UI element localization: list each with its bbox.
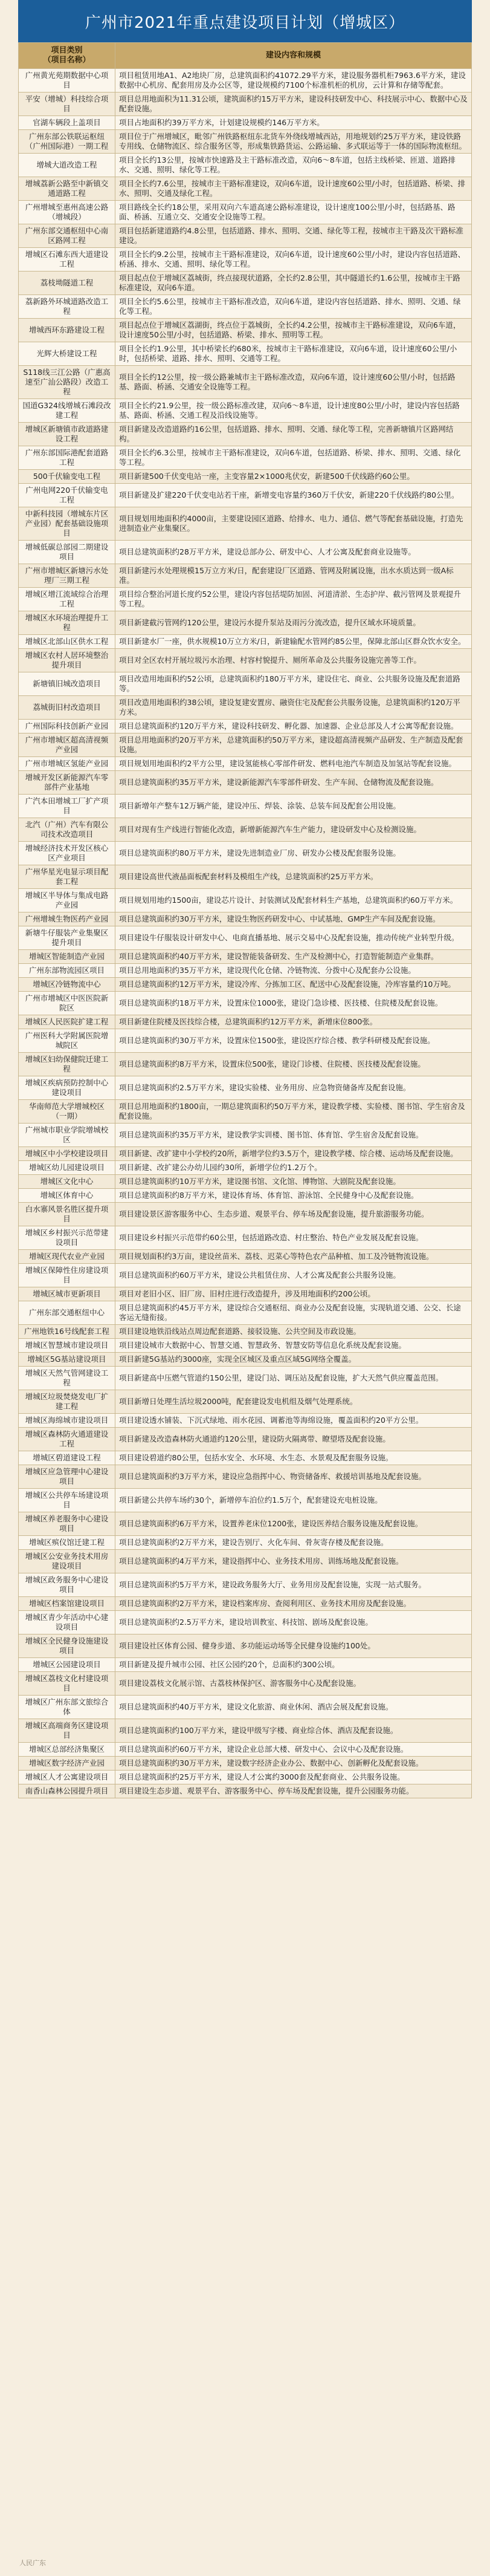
project-description-cell: 项目占地面积约39万平方米，计划建设规模约146万平方米。 — [115, 116, 472, 130]
table-row — [19, 1634, 472, 1658]
table-row — [19, 1353, 472, 1367]
table-row — [19, 1465, 472, 1489]
project-name-cell: 增城西环东路建设工程 — [19, 319, 115, 342]
watermark: 人民广东 — [19, 2559, 46, 2567]
project-description-cell: 项目总建筑面积约2.5万平方米，建设实验楼、业务用房、应急物资储备库及配套设施。 — [115, 1076, 472, 1100]
table-row — [19, 1489, 472, 1512]
project-description-cell: 项目新建高中压燃气管道约150公里，建设门站、调压站及配套设施，扩大天然气供应覆盖范围。 — [115, 1367, 472, 1390]
project-description-cell: 项目全长约21.9公里，按一级公路标准改建，双向6～8车道，设计速度80公里/小时，建设内容包括路基、路面、桥涵、交通工程及沿线设施等。 — [115, 399, 472, 423]
project-description-cell: 项目全长约1.9公里，其中桥梁长约680米，按城市主干路标准建设，双向6车道，设计速度60公里/小时，包括桥梁、道路、排水、照明、交通等工程。 — [115, 342, 472, 366]
table-row — [19, 446, 472, 470]
project-description-cell: 项目总建筑面积约40万平方米，建设文化旅游、商业休闲、酒店会展及配套设施。 — [115, 1696, 472, 1719]
project-description-cell: 项目起点位于增城区荔城街，终点接现状道路，全长约2.8公里，其中隧道长约1.6公里，按城市主干路标准建设，双向6车道。 — [115, 272, 472, 295]
project-description-cell: 项目新建截污管网约120公里，建设污水提升泵站及雨污分流改造，提升区域水环境质量。 — [115, 611, 472, 635]
project-description-cell: 项目对全区农村开展垃圾污水治理、村容村貌提升、厕所革命及公共服务设施完善等工作。 — [115, 649, 472, 672]
project-description-cell: 项目建设社区体育公园、健身步道、多功能运动场等全民健身设施约100处。 — [115, 1634, 472, 1658]
project-description-cell: 项目总用地面积约1800亩，一期总建筑面积约50万平方米，建设教学楼、实验楼、图书馆、学生宿舍及配套设施。 — [115, 1100, 472, 1124]
project-description-cell: 项目规划面积约3万亩，建设丝苗米、荔枝、迟菜心等特色农产品种植、加工及冷链物流设施。 — [115, 1250, 472, 1264]
table-row — [19, 1250, 472, 1264]
project-description-cell: 项目总建筑面积约80万平方米，建设先进制造业厂房、研发办公楼及配套服务设施。 — [115, 842, 472, 865]
project-name-cell: 增城区文化中心 — [19, 1175, 115, 1189]
table-row — [19, 1573, 472, 1597]
project-description-cell: 项目全长约13公里，按城市快速路及主干路标准改造，双向6～8车道，包括主线桥梁、匝道、道路排水、交通、照明、绿化等工程。 — [115, 154, 472, 177]
project-name-cell: 广州增城至惠州高速公路（增城段） — [19, 201, 115, 224]
project-name-cell: 荔新路外环城道路改造工程 — [19, 295, 115, 319]
table-row — [19, 1053, 472, 1076]
project-name-cell: 增城区天然气管网建设工程 — [19, 1367, 115, 1390]
table-row — [19, 950, 472, 964]
table-row — [19, 342, 472, 366]
project-name-cell: 增城区公安业务技术用房建设项目 — [19, 1550, 115, 1573]
project-description-cell: 项目租赁用地A1、A2地块厂房，总建筑面积约41072.29平方米，建设服务器机柜7963.6平方米，建设数据中心机房、配套用房及办公区等，建设规模约7100个标准机柜的机房，云计算和存储等配套。 — [115, 69, 472, 93]
project-name-cell: 增城区海绵城市建设项目 — [19, 1414, 115, 1428]
project-description-cell: 项目新建及改造道路约16公里，包括道路、排水、照明、交通、绿化等工程，完善新塘镇片区路网结构。 — [115, 423, 472, 446]
project-name-cell: 增城区总部经济集聚区 — [19, 1743, 115, 1757]
table-row — [19, 696, 472, 720]
project-description-cell: 项目总建筑面积约2.5万平方米，建设培训教室、科技馆、剧场及配套设施。 — [115, 1611, 472, 1634]
project-description-cell: 项目新建、改扩建中小学校约20所，新增学位约3.5万个，建设教学楼、综合楼、运动场及配套设施。 — [115, 1147, 472, 1161]
table-row — [19, 1301, 472, 1325]
table-row — [19, 1325, 472, 1339]
table-row — [19, 1784, 472, 1798]
table-row — [19, 795, 472, 818]
project-description-cell: 项目全长约6.3公里，按城市主干路标准建设，双向6车道，包括道路、桥梁、排水、照明、交通、绿化等工程。 — [115, 446, 472, 470]
table-row — [19, 93, 472, 116]
project-name-cell: 新塘牛仔服装产业集聚区提升项目 — [19, 926, 115, 950]
project-name-cell: 增城区中小学校建设项目 — [19, 1147, 115, 1161]
page-title: 广州市2021年重点建设项目计划（增城区） — [85, 13, 405, 32]
table-row — [19, 564, 472, 588]
project-description-cell: 项目建设生态步道、观景平台、游客服务中心、停车场及配套设施，提升公园服务功能。 — [115, 1784, 472, 1798]
table-row — [19, 1015, 472, 1029]
project-description-cell: 项目建设城市大数据中心、智慧交通、智慧政务、智慧安防等信息化系统及配套设施。 — [115, 1339, 472, 1353]
project-description-cell: 项目位于广州增城区，毗邻广州铁路枢纽东北货车外绕线增城西站，用地规划约25万平方米，建设铁路专用线、仓储物流区、综合服务区等，形成集铁路货运、公路运输、多式联运等于一体的国际物流枢纽。 — [115, 130, 472, 154]
project-name-cell: 增城开发区新能源汽车零部件产业基地 — [19, 771, 115, 795]
project-name-cell: 增城区殡仪馆迁建工程 — [19, 1536, 115, 1550]
project-name-cell: 新塘镇旧城改造项目 — [19, 672, 115, 696]
project-name-cell: 增城区保障性住房建设项目 — [19, 1264, 115, 1287]
table-row — [19, 507, 472, 541]
table-row — [19, 733, 472, 757]
project-description-cell: 项目总用地面积约20万平方米，总建筑面积约50万平方米，建设超高清视频产品研发、生产制造及配套设施。 — [115, 733, 472, 757]
table-row — [19, 1696, 472, 1719]
table-row — [19, 1175, 472, 1189]
project-description-cell: 项目新建及改造森林防火通道约120公里，建设防火隔离带、瞭望塔及配套设施。 — [115, 1428, 472, 1451]
table-row — [19, 964, 472, 978]
project-name-cell: 增城区新塘镇市政道路建设工程 — [19, 423, 115, 446]
project-description-cell: 项目全长约9.2公里，按城市主干路标准建设，双向6车道，设计速度60公里/小时，建设内容包括道路、桥涵、排水、交通、照明、绿化等工程。 — [115, 248, 472, 272]
project-name-cell: 官湖车辆段上盖项目 — [19, 116, 115, 130]
project-description-cell: 项目新建住院楼及医技综合楼，总建筑面积约12万平方米，新增床位800张。 — [115, 1015, 472, 1029]
project-description-cell: 项目建设透水铺装、下沉式绿地、雨水花园、调蓄池等海绵设施，覆盖面积约20平方公里。 — [115, 1414, 472, 1428]
table-row — [19, 818, 472, 842]
project-name-cell: 增城区广州东部文旅综合体 — [19, 1696, 115, 1719]
table-row — [19, 1428, 472, 1451]
table-row — [19, 423, 472, 446]
project-description-cell: 项目对老旧小区、旧厂房、旧村庄进行改造提升，涉及用地面积约200公顷。 — [115, 1287, 472, 1301]
table-row — [19, 1451, 472, 1465]
project-description-cell: 项目新建及提升城市公园、社区公园约20个，总面积约300公顷。 — [115, 1658, 472, 1672]
project-name-cell: 增城低碳总部园二期建设项目 — [19, 541, 115, 564]
table-row — [19, 588, 472, 611]
project-name-cell: 广州医科大学附属医院增城院区 — [19, 1029, 115, 1053]
table-row — [19, 865, 472, 889]
project-description-cell: 项目总建筑面积约30万平方米，建设数字经济企业办公、数据中心、创新孵化及配套设施。 — [115, 1757, 472, 1771]
project-name-cell: 增城区高端商务区建设项目 — [19, 1719, 115, 1743]
project-description-cell: 项目规划用地约1500亩，建设芯片设计、封装测试及配套材料生产基地，总建筑面积约60万平方米。 — [115, 889, 472, 912]
project-description-cell: 项目改造用地面积约38公顷，建设复建安置房、融资住宅及配套公共服务设施，总建筑面积约120万平方米。 — [115, 696, 472, 720]
table-row — [19, 484, 472, 507]
table-row — [19, 177, 472, 201]
table-row — [19, 224, 472, 248]
project-description-cell: 项目全长约12公里，按一级公路兼城市主干路标准改造，双向6车道，设计速度60公里/小时，包括路基、路面、桥涵、交通安全设施等工程。 — [115, 366, 472, 399]
project-name-cell: 增城区垃圾焚烧发电厂扩建工程 — [19, 1390, 115, 1414]
project-description-cell: 项目新增日处理生活垃圾2000吨，配套建设发电机组及烟气处理系统。 — [115, 1390, 472, 1414]
table-row — [19, 1771, 472, 1784]
project-description-cell: 项目全长约7.6公里，按城市主干路标准建设，双向6车道，设计速度60公里/小时，包括道路、桥梁、排水、照明、交通及绿化工程。 — [115, 177, 472, 201]
project-name-cell: 荔城街旧村改造项目 — [19, 696, 115, 720]
project-name-cell: 增城区荔枝文化村建设项目 — [19, 1672, 115, 1696]
table-row — [19, 1757, 472, 1771]
project-description-cell: 项目建设荔枝文化展示馆、古荔枝林保护区、游客服务中心及配套设施。 — [115, 1672, 472, 1696]
table-row — [19, 1264, 472, 1287]
project-description-cell: 项目对现有生产线进行智能化改造，新增新能源汽车生产能力，建设研发中心及检测设施。 — [115, 818, 472, 842]
project-description-cell: 项目总建筑面积约60万平方米，建设企业总部大楼、研发中心、会议中心及配套设施。 — [115, 1743, 472, 1757]
project-name-cell: 增城区半导体与集成电路产业园 — [19, 889, 115, 912]
project-name-cell: 广州城市职业学院增城校区 — [19, 1124, 115, 1147]
project-description-cell: 项目改造用地面积约52公顷，总建筑面积约180万平方米，建设住宅、商业、公共服务设施及配套道路等。 — [115, 672, 472, 696]
project-name-cell: 华南师范大学增城校区（一期） — [19, 1100, 115, 1124]
project-name-cell: 增城区应急管理中心建设项目 — [19, 1465, 115, 1489]
project-description-cell: 项目建设牛仔服装设计研发中心、电商直播基地、展示交易中心及配套设施，推动传统产业转型升级。 — [115, 926, 472, 950]
header-project-category-line1: 项目类别 — [51, 46, 83, 55]
project-name-cell: 增城区北部山区供水工程 — [19, 635, 115, 649]
project-name-cell: 增城区养老服务中心建设项目 — [19, 1512, 115, 1536]
project-name-cell: 广州增城生物医药产业园 — [19, 912, 115, 926]
project-name-cell: 广州东部物流园区项目 — [19, 964, 115, 978]
project-description-cell: 项目总建筑面积约30万平方米，建设生物医药研发中心、中试基地、GMP生产车间及配套设施。 — [115, 912, 472, 926]
table-row — [19, 1226, 472, 1250]
table-row — [19, 248, 472, 272]
project-description-cell: 项目总建筑面积约45万平方米，建设综合交通枢纽、商业办公及配套设施，实现轨道交通、公交、长途客运无缝衔接。 — [115, 1301, 472, 1325]
project-description-cell: 项目新建污水处理规模15万立方米/日，配套建设厂区道路、管网及附属设施，出水水质达到一级A标准。 — [115, 564, 472, 588]
table-row — [19, 992, 472, 1015]
table-row — [19, 1203, 472, 1226]
project-name-cell: 平安（增城）科技综合项目 — [19, 93, 115, 116]
project-name-cell: 增城区政务服务中心建设项目 — [19, 1573, 115, 1597]
project-name-cell: 增城区城市更新项目 — [19, 1287, 115, 1301]
table-row — [19, 889, 472, 912]
project-name-cell: 增城区公共停车场建设项目 — [19, 1489, 115, 1512]
project-description-cell: 项目新增年产整车12万辆产能，建设冲压、焊装、涂装、总装车间及配套公用设施。 — [115, 795, 472, 818]
project-name-cell: 广州市增城区新塘污水处理厂三期工程 — [19, 564, 115, 588]
table-row — [19, 1743, 472, 1757]
table-row — [19, 154, 472, 177]
table-row — [19, 1550, 472, 1573]
project-plan-table — [18, 42, 472, 1798]
project-description-cell: 项目总建筑面积约12万平方米，建设冷库、分拣加工区、配送中心及配套设施，冷库容量约10万吨。 — [115, 978, 472, 992]
header-project-category — [19, 43, 115, 69]
project-description-cell: 项目包括新建道路约4.8公里，包括道路、排水、照明、交通、绿化等工程，按城市主干路及次干路标准建设。 — [115, 224, 472, 248]
project-name-cell: 增城区5G基站建设项目 — [19, 1353, 115, 1367]
project-name-cell: 增城区乡村振兴示范带建设项目 — [19, 1226, 115, 1250]
project-description-cell: 项目总建筑面积约18万平方米，设置床位1000张，建设门急诊楼、医技楼、住院楼及配套设施。 — [115, 992, 472, 1015]
table-row — [19, 912, 472, 926]
project-description-cell: 项目总建筑面积约30万平方米，设置床位1500张，建设医疗综合楼、教学科研楼及配套设施。 — [115, 1029, 472, 1053]
project-name-cell: 广州地铁16号线配套工程 — [19, 1325, 115, 1339]
project-name-cell: 广州市增城区氢能产业园 — [19, 757, 115, 771]
table-row — [19, 1189, 472, 1203]
table-row — [19, 541, 472, 564]
table-row — [19, 295, 472, 319]
project-name-cell: 荔枝坳隧道工程 — [19, 272, 115, 295]
table-row — [19, 1100, 472, 1124]
table-row — [19, 201, 472, 224]
table-row — [19, 1339, 472, 1353]
project-name-cell: 增城区疾病预防控制中心建设项目 — [19, 1076, 115, 1100]
project-name-cell: 增城区智慧城市建设项目 — [19, 1339, 115, 1353]
project-description-cell: 项目总建筑面积约8万平方米，建设体育场、体育馆、游泳馆、全民健身中心及配套设施。 — [115, 1189, 472, 1203]
project-name-cell: 广州市增城区超高清视频产业园 — [19, 733, 115, 757]
project-name-cell: 增城区现代农业产业园 — [19, 1250, 115, 1264]
project-name-cell: 白水寨风景名胜区提升项目 — [19, 1203, 115, 1226]
project-name-cell: 广州电网220千伏输变电工程 — [19, 484, 115, 507]
page-title-bar — [18, 0, 472, 42]
table-row — [19, 1672, 472, 1696]
project-name-cell: S118线三江公路（广惠高速至广汕公路段）改造工程 — [19, 366, 115, 399]
table-row — [19, 672, 472, 696]
project-description-cell: 项目路线全长约18公里，采用双向六车道高速公路标准建设，设计速度100公里/小时，包括路基、路面、桥涵、互通立交、交通安全设施等工程。 — [115, 201, 472, 224]
project-description-cell: 项目总建筑面积约8万平方米，设置床位500张，建设门诊楼、住院楼、医技楼及配套设施。 — [115, 1053, 472, 1076]
table-row — [19, 926, 472, 950]
project-description-cell: 项目总用地面积约35万平方米，建设现代化仓储、冷链物流、分拨中心及配套办公设施。 — [115, 964, 472, 978]
project-description-cell: 项目总建筑面积约120万平方米，建设科技研发、孵化器、加速器、企业总部及人才公寓等配套设施。 — [115, 720, 472, 733]
table-row — [19, 470, 472, 484]
table-row — [19, 1367, 472, 1390]
project-name-cell: 广州华星光电显示项目配套工程 — [19, 865, 115, 889]
project-description-cell: 项目总用地面积为11.31公顷，建筑面积约15万平方米，建设科技研发中心、科技展示中心、数据中心及配套设施。 — [115, 93, 472, 116]
table-row — [19, 69, 472, 93]
project-name-cell: 增城区幼儿园建设项目 — [19, 1161, 115, 1175]
project-name-cell: 增城区全民健身设施建设项目 — [19, 1634, 115, 1658]
table-row — [19, 649, 472, 672]
table-row — [19, 757, 472, 771]
project-name-cell: 增城区水环境治理提升工程 — [19, 611, 115, 635]
project-name-cell: 500千伏输变电工程 — [19, 470, 115, 484]
table-header-row — [19, 43, 472, 69]
project-name-cell: 增城区森林防火通道建设工程 — [19, 1428, 115, 1451]
project-name-cell: 增城区人民医院扩建工程 — [19, 1015, 115, 1029]
table-row — [19, 130, 472, 154]
header-project-category-line2: （项目名称） — [43, 56, 91, 65]
project-description-cell: 项目规划用地面积约4000亩，主要建设园区道路、给排水、电力、通信、燃气等配套基础设施，打造先进制造业产业集聚区。 — [115, 507, 472, 541]
table-row — [19, 1287, 472, 1301]
project-description-cell: 项目新建及扩建220千伏变电站若干座，新增变电容量约360万千伏安，新建220千伏线路约80公里。 — [115, 484, 472, 507]
table-row — [19, 1390, 472, 1414]
project-description-cell: 项目总建筑面积约40万平方米，建设智能装备研发、生产及检测中心，打造智能制造产业集群。 — [115, 950, 472, 964]
table-row — [19, 611, 472, 635]
table-row — [19, 1147, 472, 1161]
project-name-cell: 增城区石滩东西大道建设工程 — [19, 248, 115, 272]
project-name-cell: 增城区档案馆建设项目 — [19, 1597, 115, 1611]
project-name-cell: 广汽本田增城工厂扩产项目 — [19, 795, 115, 818]
project-description-cell: 项目总建筑面积约2万平方米，建设档案库房、查阅利用区、业务技术用房及配套设施。 — [115, 1597, 472, 1611]
project-name-cell: 增城区人才公寓建设项目 — [19, 1771, 115, 1784]
project-name-cell: 国道G324线增城石滩段改建工程 — [19, 399, 115, 423]
table-row — [19, 1161, 472, 1175]
table-row — [19, 1719, 472, 1743]
project-description-cell: 项目建设高世代液晶面板配套材料及模组生产线，总建筑面积约25万平方米。 — [115, 865, 472, 889]
project-description-cell: 项目新建500千伏变电站一座，主变容量2×1000兆伏安，新建500千伏线路约60公里。 — [115, 470, 472, 484]
project-description-cell: 项目建设地铁沿线站点周边配套道路、接驳设施、公共空间及市政设施。 — [115, 1325, 472, 1339]
project-description-cell: 项目新建水厂一座，供水规模10万立方米/日，新建输配水管网约85公里，保障北部山区群众饮水安全。 — [115, 635, 472, 649]
project-description-cell: 项目起点位于增城区荔湖街，终点位于荔城街，全长约4.2公里，按城市主干路标准建设，双向6车道，设计速度50公里/小时，包括道路、桥梁、排水、照明等工程。 — [115, 319, 472, 342]
project-description-cell: 项目综合整治河道长度约52公里，建设内容包括堤防加固、河道清淤、生态护岸、截污管网及景观提升等工程。 — [115, 588, 472, 611]
project-description-cell: 项目总建筑面积约2万平方米，建设告别厅、火化车间、骨灰寄存楼及配套设施。 — [115, 1536, 472, 1550]
project-name-cell: 广州东部国际港配套道路工程 — [19, 446, 115, 470]
table-row — [19, 366, 472, 399]
table-row — [19, 1611, 472, 1634]
project-description-cell: 项目新建5G基站约3000座，实现全区城区及重点区域5G网络全覆盖。 — [115, 1353, 472, 1367]
project-description-cell: 项目总建筑面积约35万平方米，建设新能源汽车零部件研发、生产车间、仓储物流及配套设施。 — [115, 771, 472, 795]
project-description-cell: 项目总建筑面积约60万平方米，建设公共租赁住房、人才公寓及配套公共服务设施。 — [115, 1264, 472, 1287]
project-name-cell: 增城区智能制造产业园 — [19, 950, 115, 964]
project-description-cell: 项目建设碧道约80公里，包括水安全、水环境、水生态、水景观及配套服务设施。 — [115, 1451, 472, 1465]
project-name-cell: 增城大道改造工程 — [19, 154, 115, 177]
table-row — [19, 978, 472, 992]
project-name-cell: 广州黄光苑期数据中心项目 — [19, 69, 115, 93]
project-description-cell: 项目总建筑面积约5万平方米，建设政务服务大厅、业务用房及配套设施，实现一站式服务。 — [115, 1573, 472, 1597]
project-name-cell: 增城经济技术开发区核心区产业项目 — [19, 842, 115, 865]
project-name-cell: 中新科技园（增城东片区产业园）配套基础设施项目 — [19, 507, 115, 541]
project-name-cell: 广州国际科技创新产业园 — [19, 720, 115, 733]
project-name-cell: 增城区妇幼保健院迁建工程 — [19, 1053, 115, 1076]
project-name-cell: 广州东部交通枢纽中心 — [19, 1301, 115, 1325]
project-description-cell: 项目总建筑面积约100万平方米，建设甲级写字楼、商业综合体、酒店及配套设施。 — [115, 1719, 472, 1743]
table-row — [19, 720, 472, 733]
project-description-cell: 项目总建筑面积约35万平方米，建设教学实训楼、图书馆、体育馆、学生宿舍及配套设施。 — [115, 1124, 472, 1147]
header-construction-content: 建设内容和规模 — [115, 43, 472, 69]
project-name-cell: 北汽（广州）汽车有限公司技术改造项目 — [19, 818, 115, 842]
table-row — [19, 399, 472, 423]
project-name-cell: 增城区青少年活动中心建设项目 — [19, 1611, 115, 1634]
project-name-cell: 广州东部公铁联运枢纽（广州国际港）一期工程 — [19, 130, 115, 154]
project-description-cell: 项目总建筑面积约3万平方米，建设应急指挥中心、物资储备库、救援培训基地及配套设施。 — [115, 1465, 472, 1489]
table-row — [19, 1536, 472, 1550]
project-description-cell: 项目总建筑面积约10万平方米，建设图书馆、文化馆、博物馆、大剧院及配套设施。 — [115, 1175, 472, 1189]
project-name-cell: 增城区农村人居环境整治提升项目 — [19, 649, 115, 672]
project-description-cell: 项目全长约5.6公里，按城市主干路标准改造，双向6车道，建设内容包括道路、排水、照明、交通、绿化等工程。 — [115, 295, 472, 319]
table-row — [19, 1658, 472, 1672]
table-row — [19, 319, 472, 342]
table-row — [19, 1597, 472, 1611]
table-row — [19, 842, 472, 865]
project-description-cell: 项目总建筑面积约6万平方米，设置养老床位1200张，建设医养结合服务设施及配套设施。 — [115, 1512, 472, 1536]
project-name-cell: 广州东部交通枢纽中心南区路网工程 — [19, 224, 115, 248]
project-name-cell: 广州市增城区中医医院新院区 — [19, 992, 115, 1015]
table-body — [19, 69, 472, 1798]
project-name-cell: 南香山森林公园提升项目 — [19, 1784, 115, 1798]
table-row — [19, 116, 472, 130]
project-description-cell: 项目总建筑面积约25万平方米，建设人才公寓约3000套及配套商业、公共服务设施。 — [115, 1771, 472, 1784]
project-name-cell: 增城区冷链物流中心 — [19, 978, 115, 992]
project-name-cell: 增城荔新公路至中新镇交通道路工程 — [19, 177, 115, 201]
project-description-cell: 项目新建、改扩建公办幼儿园约30所，新增学位约1.2万个。 — [115, 1161, 472, 1175]
table-row — [19, 1029, 472, 1053]
table-row — [19, 1076, 472, 1100]
project-name-cell: 光辉大桥建设工程 — [19, 342, 115, 366]
project-description-cell: 项目建设景区游客服务中心、生态步道、观景平台、停车场及配套设施，提升旅游服务功能。 — [115, 1203, 472, 1226]
project-description-cell: 项目建设乡村振兴示范带约60公里，包括道路改造、村庄整治、特色产业发展及配套设施。 — [115, 1226, 472, 1250]
project-name-cell: 增城区碧道建设工程 — [19, 1451, 115, 1465]
project-description-cell: 项目新建公共停车场约30个，新增停车泊位约1.5万个，配套建设充电桩设施。 — [115, 1489, 472, 1512]
project-description-cell: 项目总建筑面积约28万平方米，建设总部办公、研发中心、人才公寓及配套商业设施等。 — [115, 541, 472, 564]
project-name-cell: 增城区数字经济产业园 — [19, 1757, 115, 1771]
table-row — [19, 272, 472, 295]
project-name-cell: 增城区增江流域综合治理工程 — [19, 588, 115, 611]
table-row — [19, 1124, 472, 1147]
project-name-cell: 增城区公园建设项目 — [19, 1658, 115, 1672]
project-description-cell: 项目总建筑面积约4万平方米，建设指挥中心、业务技术用房、训练场地及配套设施。 — [115, 1550, 472, 1573]
table-row — [19, 771, 472, 795]
table-row — [19, 1512, 472, 1536]
project-description-cell: 项目规划用地面积约2平方公里，建设氢能核心零部件研发、燃料电池汽车制造及加氢站等配套设施。 — [115, 757, 472, 771]
project-name-cell: 增城区体育中心 — [19, 1189, 115, 1203]
table-row — [19, 635, 472, 649]
table-row — [19, 1414, 472, 1428]
